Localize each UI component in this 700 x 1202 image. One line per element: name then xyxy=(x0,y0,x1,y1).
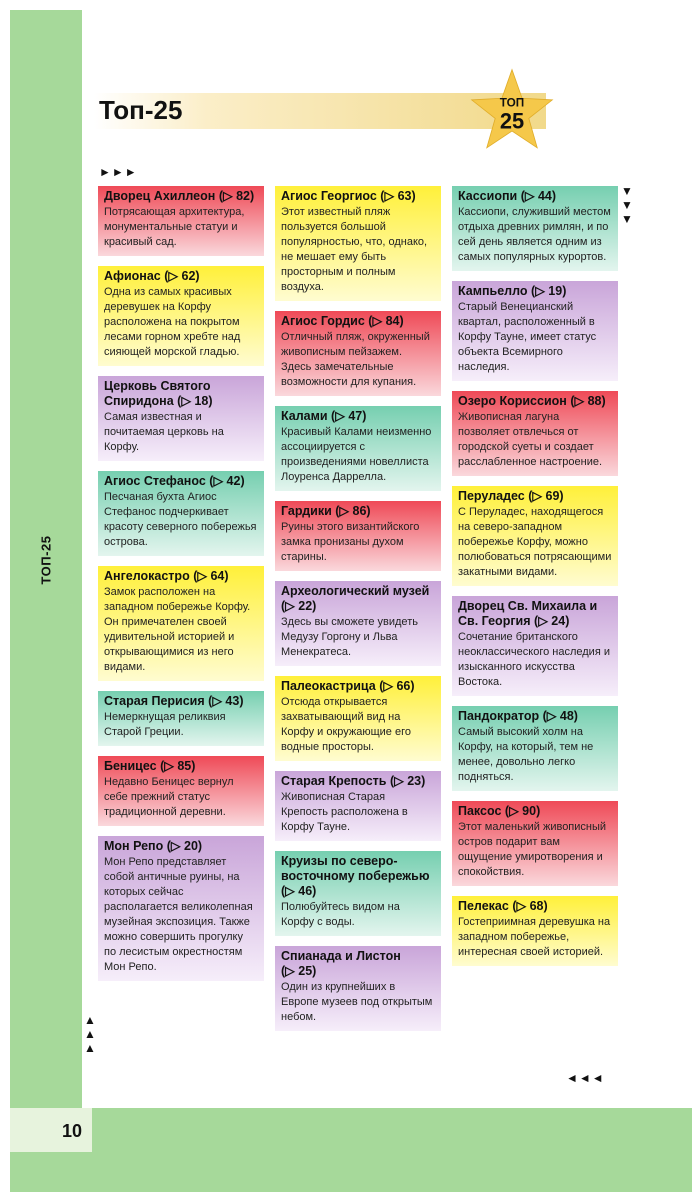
attraction-card xyxy=(452,596,618,696)
card-title-text: Пелекас xyxy=(458,899,509,913)
card-title: Агиос Георгиос (▷ 63 ) xyxy=(281,189,435,204)
card-description: Самый высокий холм на Корфу, на который, тем не менее, довольно легко подняться. xyxy=(458,726,594,783)
page-ref: ▷ 85 ) xyxy=(164,759,195,773)
card-description: Замок расположен на западном побережье Корфу. Он примечателен своей удивительной историей и открывающимися из него видами. xyxy=(104,586,251,673)
card-title: Круизы по северо-восточному побережью (▷ 46 ) xyxy=(281,854,435,899)
card-description: Полюбуйтесь видом на Корфу с воды. xyxy=(281,901,400,928)
page-ref: ▷ 22 ) xyxy=(285,599,316,613)
attraction-card xyxy=(98,266,264,366)
card-title-text: Круизы по северо-восточному побережью xyxy=(281,854,430,883)
page-ref: ▷ 62 ) xyxy=(168,269,199,283)
card-description: Недавно Беницес вернул себе прежний статус традиционной деревни. xyxy=(104,776,234,818)
attraction-card xyxy=(98,691,264,746)
card-description: Этот маленький живописный остров подарит вам ощущение умиротворения и спокойствия. xyxy=(458,821,607,878)
page-number: 10 xyxy=(62,1121,83,1141)
bottom-color-band xyxy=(10,1108,692,1192)
card-title-text: Спианада и Листон xyxy=(281,949,401,963)
attraction-card xyxy=(275,771,441,841)
page-ref: ▷ 90 ) xyxy=(509,804,540,818)
card-title-text: Палеокастрица xyxy=(281,679,376,693)
card-description: Потрясающая архитектура, монументальные статуи и красивый сад. xyxy=(104,206,245,248)
attraction-card xyxy=(452,706,618,791)
card-title-text: Кассиопи xyxy=(458,189,518,203)
page-ref: ▷ 18 ) xyxy=(181,394,212,408)
star-label-25: 25 xyxy=(499,108,525,134)
card-title-text: Гардики xyxy=(281,504,332,518)
page-title: Топ-25 xyxy=(99,95,183,125)
card-title: Гардики (▷ 86 ) xyxy=(281,504,435,519)
arrows-right-icon: ►►► xyxy=(99,165,138,179)
attraction-card xyxy=(98,756,264,826)
card-title: Агиос Стефанос (▷ 42 ) xyxy=(104,474,258,489)
card-title-text: Кампьелло xyxy=(458,284,528,298)
card-description: Гостеприимная деревушка на западном побережье, интересная своей историей. xyxy=(458,916,611,958)
card-title: Кампьелло (▷ 19 ) xyxy=(458,284,612,299)
page-ref: ▷ 84 ) xyxy=(372,314,403,328)
card-title: Калами (▷ 47 ) xyxy=(281,409,435,424)
attraction-card xyxy=(275,946,441,1031)
attraction-card xyxy=(98,566,264,681)
attraction-card xyxy=(275,501,441,571)
card-title-text: Агиос Георгиос xyxy=(281,189,377,203)
card-description: Самая известная и почитаемая церковь на Корфу. xyxy=(104,411,224,453)
card-description: Руины этого византийского замка пронизаны духом старины. xyxy=(281,521,420,563)
card-title-text: Дворец Св. Михаила и Св. Георгия xyxy=(458,599,598,628)
card-title-text: Старая Перисия xyxy=(104,694,205,708)
attraction-card xyxy=(98,471,264,556)
page-ref: ▷ 23 ) xyxy=(394,774,425,788)
page-ref: ▷ 44 ) xyxy=(525,189,556,203)
attraction-card xyxy=(275,311,441,396)
card-description: Один из крупнейших в Европе музеев под открытым небом. xyxy=(281,981,433,1023)
attraction-card xyxy=(452,391,618,476)
page-ref: ▷ 19 ) xyxy=(535,284,566,298)
column-1 xyxy=(98,186,264,991)
attraction-card xyxy=(98,376,264,461)
card-title-text: Афионас xyxy=(104,269,161,283)
attraction-card xyxy=(452,486,618,586)
attraction-card xyxy=(275,676,441,761)
card-description: Песчаная бухта Агиос Стефанос подчеркивает красоту северного побережья острова. xyxy=(104,491,257,548)
page-ref: ▷ 24 ) xyxy=(538,614,569,628)
card-title-text: Озеро Кориссион xyxy=(458,394,567,408)
arrows-up-icon: ▲▲▲ xyxy=(84,1013,96,1055)
card-title: Старая Перисия (▷ 43 ) xyxy=(104,694,258,709)
card-description: Мон Репо представляет собой античные руины, на которых сейчас располагается великолепная музейная экспозиция. Также можно совершить прогулку по лесистым окрестностям Мон Репо. xyxy=(104,856,253,973)
top25-star-icon xyxy=(470,68,554,152)
card-title: Озеро Кориссион (▷ 88 ) xyxy=(458,394,612,409)
card-title-text: Беницес xyxy=(104,759,157,773)
card-title-text: Археологический музей xyxy=(281,584,430,598)
card-title: Старая Крепость (▷ 23 ) xyxy=(281,774,435,789)
page-ref: ▷ 20 ) xyxy=(171,839,202,853)
page-ref: ▷ 68 ) xyxy=(516,899,547,913)
card-description: Отличный пляж, окруженный живописным пейзажем. Здесь замечательные возможности для купания. xyxy=(281,331,430,388)
card-title-text: Старая Крепость xyxy=(281,774,387,788)
attraction-card xyxy=(275,406,441,491)
card-description: Этот известный пляж пользуется большой популярностью, что, однако, не мешает ему быть просторным и полным воздуха. xyxy=(281,206,428,293)
card-description: Сочетание британского неоклассического наследия и изысканного искусства Востока. xyxy=(458,631,610,688)
card-description: Одна из самых красивых деревушек на Корфу расположена на покрытом лесами горном хребте над сияющей морской гладью. xyxy=(104,286,241,358)
attraction-card xyxy=(452,281,618,381)
column-2 xyxy=(275,186,441,1041)
card-title-text: Пандократор xyxy=(458,709,540,723)
card-title: Пелекас (▷ 68 ) xyxy=(458,899,612,914)
card-title-text: Дворец Ахиллеон xyxy=(104,189,216,203)
page-ref: ▷ 25 ) xyxy=(285,964,316,978)
page-ref: ▷ 46 ) xyxy=(285,884,316,898)
card-title-text: Ангелокастро xyxy=(104,569,190,583)
arrows-left-icon: ◄◄◄ xyxy=(566,1071,605,1085)
attraction-card xyxy=(275,581,441,666)
card-title-text: Перуладес xyxy=(458,489,525,503)
card-description: Здесь вы сможете увидеть Медузу Горгону и Льва Менекратеса. xyxy=(281,616,418,658)
card-description: Отсюда открывается захватывающий вид на Корфу и окружающие его водные просторы. xyxy=(281,696,411,753)
side-section-label: ТОП-25 xyxy=(38,535,54,585)
card-description: Немеркнущая реликвия Старой Греции. xyxy=(104,711,226,738)
card-title-text: Паксос xyxy=(458,804,502,818)
page-ref: ▷ 82 ) xyxy=(223,189,254,203)
card-description: Живописная лагуна позволяет отвлечься от городской суеты и создает расслабленное настроение. xyxy=(458,411,603,468)
page-ref: ▷ 66 ) xyxy=(383,679,414,693)
page-ref: ▷ 64 ) xyxy=(197,569,228,583)
page-ref: ▷ 42 ) xyxy=(213,474,244,488)
attraction-card xyxy=(98,186,264,256)
card-title: Афионас (▷ 62 ) xyxy=(104,269,258,284)
card-title: Ангелокастро (▷ 64 ) xyxy=(104,569,258,584)
card-title: Паксос (▷ 90 ) xyxy=(458,804,612,819)
card-title: Пандократор (▷ 48 ) xyxy=(458,709,612,724)
card-title-text: Мон Репо xyxy=(104,839,164,853)
card-title: Кассиопи (▷ 44 ) xyxy=(458,189,612,204)
card-title-text: Калами xyxy=(281,409,328,423)
card-title: Перуладес (▷ 69 ) xyxy=(458,489,612,504)
attraction-card xyxy=(98,836,264,981)
card-title: Археологический музей (▷ 22 ) xyxy=(281,584,435,614)
card-title: Мон Репо (▷ 20 ) xyxy=(104,839,258,854)
card-title-text: Церковь Святого Спиридона xyxy=(104,379,211,408)
attraction-card xyxy=(452,896,618,966)
page-ref: ▷ 86 ) xyxy=(339,504,370,518)
page-ref: ▷ 43 ) xyxy=(212,694,243,708)
column-3 xyxy=(452,186,618,976)
page-ref: ▷ 88 ) xyxy=(574,394,605,408)
star-label-top: ТОП xyxy=(499,96,525,110)
card-description: Кассиопи, служивший местом отдыха древних римлян, и по сей день является одним из самых популярных курортов. xyxy=(458,206,611,263)
page-ref: ▷ 63 ) xyxy=(384,189,415,203)
card-title: Беницес (▷ 85 ) xyxy=(104,759,258,774)
card-description: Старый Венецианский квартал, расположенный в Корфу Тауне, имеет статус объекта Всемирного наследия. xyxy=(458,301,597,373)
card-title: Церковь Святого Спиридона (▷ 18 ) xyxy=(104,379,258,409)
card-title: Агиос Гордис (▷ 84 ) xyxy=(281,314,435,329)
attraction-card xyxy=(452,801,618,886)
attraction-card xyxy=(275,851,441,936)
card-description: С Перуладес, находящегося на северо-западном побережье Корфу, можно полюбоваться потрясающими закатными видами. xyxy=(458,506,612,578)
page-ref: ▷ 48 ) xyxy=(547,709,578,723)
page-ref: ▷ 69 ) xyxy=(532,489,563,503)
card-title: Палеокастрица (▷ 66 ) xyxy=(281,679,435,694)
page-ref: ▷ 47 ) xyxy=(335,409,366,423)
card-description: Живописная Старая Крепость расположена в Корфу Тауне. xyxy=(281,791,408,833)
attraction-card xyxy=(452,186,618,271)
attraction-card xyxy=(275,186,441,301)
card-title: Спианада и Листон (▷ 25 ) xyxy=(281,949,435,979)
arrows-down-icon: ▼▼▼ xyxy=(621,184,633,226)
card-title: Дворец Св. Михаила и Св. Георгия (▷ 24 ) xyxy=(458,599,612,629)
card-title-text: Агиос Стефанос xyxy=(104,474,206,488)
card-description: Красивый Калами неизменно ассоциируется с произведениями новеллиста Лоуренса Даррелла. xyxy=(281,426,432,483)
card-title: Дворец Ахиллеон (▷ 82 ) xyxy=(104,189,258,204)
card-title-text: Агиос Гордис xyxy=(281,314,365,328)
